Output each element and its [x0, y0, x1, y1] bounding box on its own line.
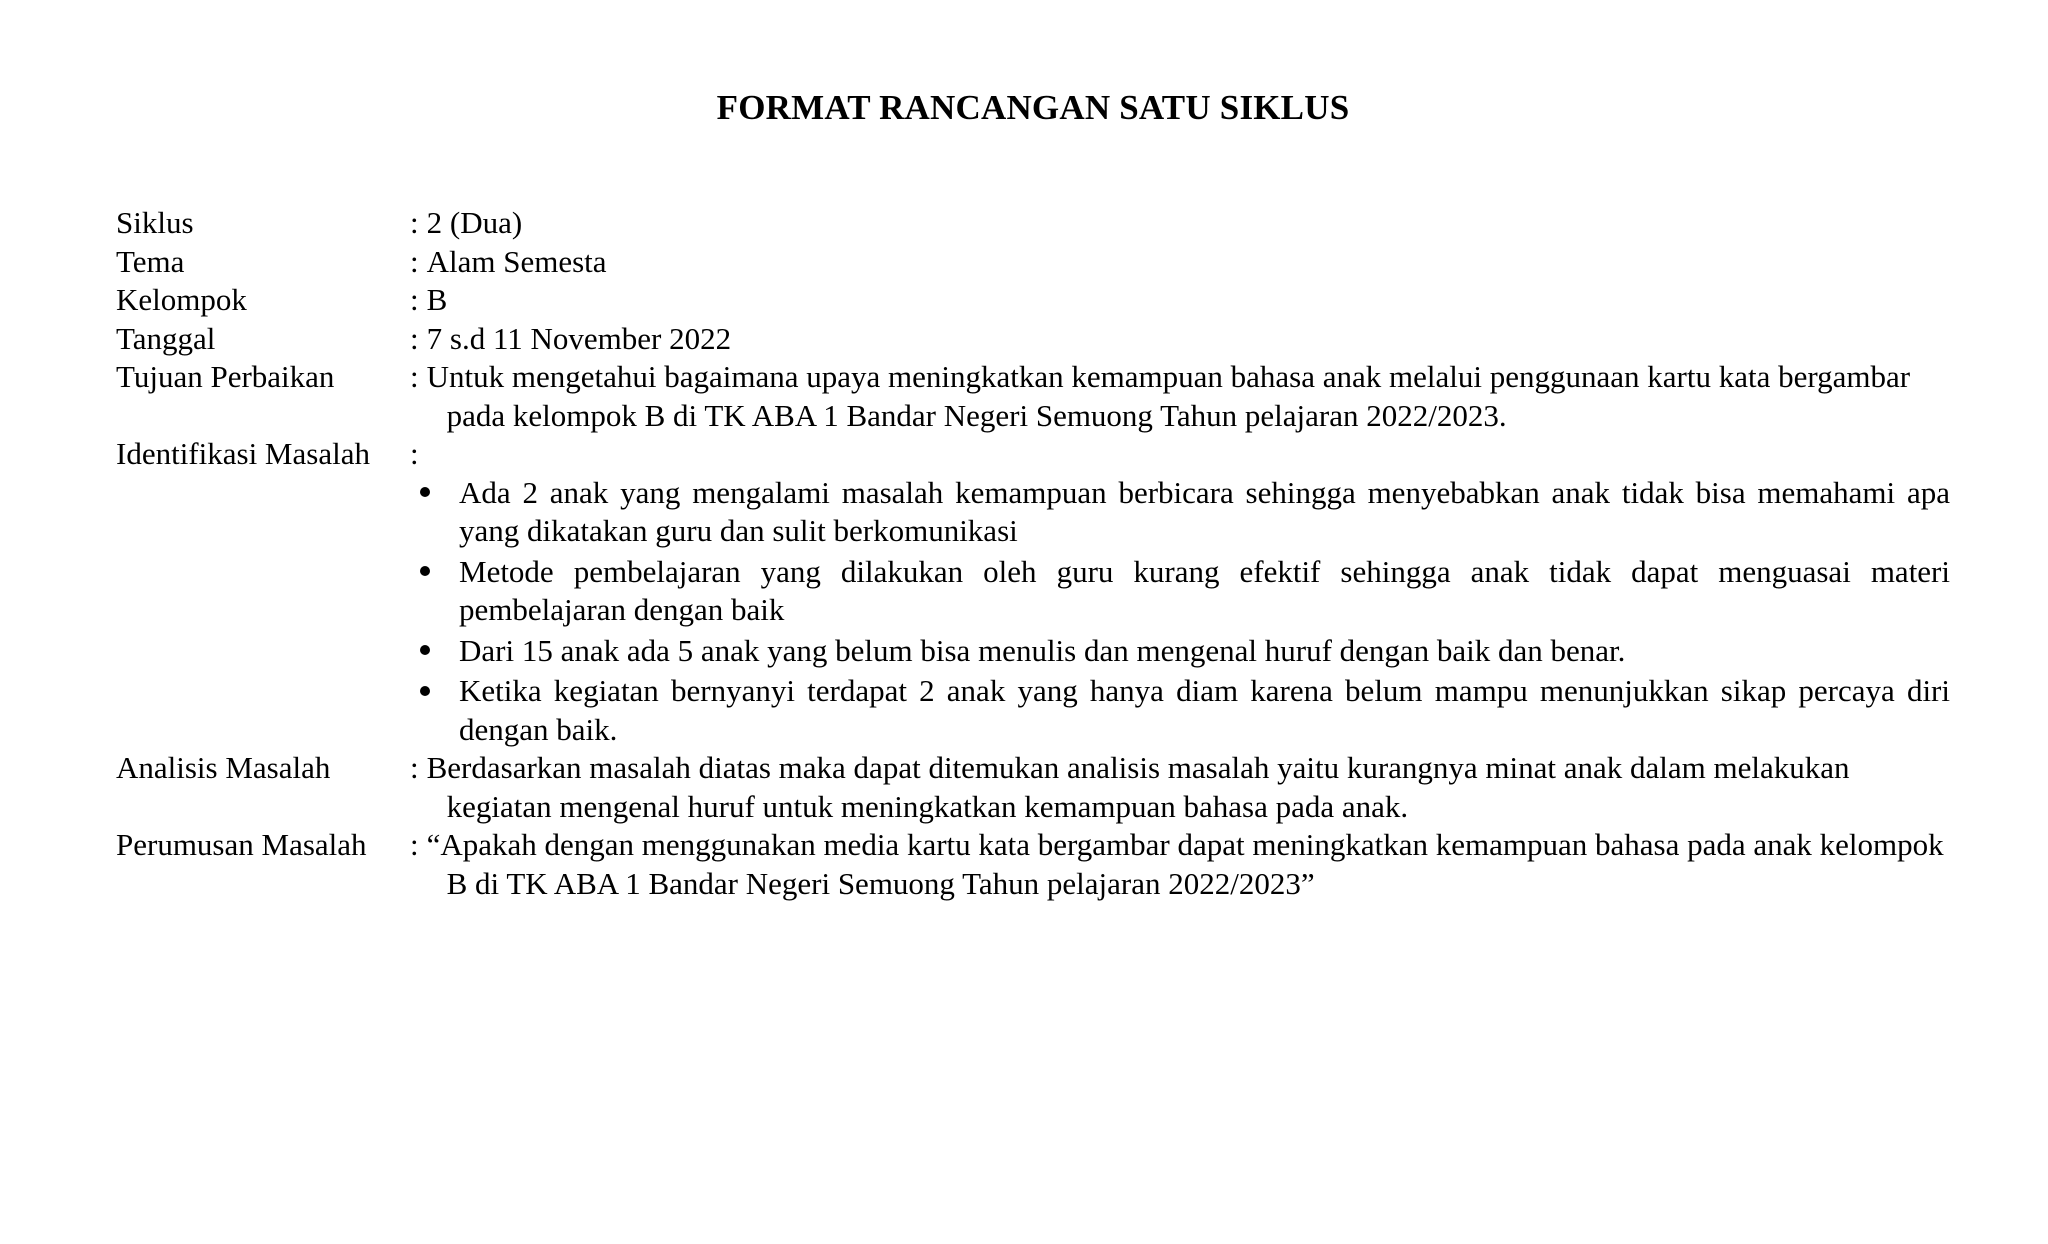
list-item-text: Ketika kegiatan bernyanyi terdapat 2 anak yang hanya diam karena belum mampu menunjukkan sikap percaya diri dengan baik. [459, 673, 1950, 747]
field-label-perumusan-masalah: Perumusan Masalah [116, 827, 367, 862]
list-item-text: Dari 15 anak ada 5 anak yang belum bisa menulis dan mengenal huruf dengan baik dan benar. [459, 632, 1626, 668]
list-item-text: Ada 2 anak yang mengalami masalah kemampuan berbicara sehingga menyebabkan anak tidak bisa memahami apa yang dikatakan guru dan sulit berkomunikasi [459, 474, 1950, 548]
field-value-tanggal: 7 s.d 11 November 2022 [426, 320, 732, 356]
list-item [410, 672, 1950, 749]
list-item-text: Metode pembelajaran yang dilakukan oleh guru kurang efektif sehingga anak tidak dapat menguasai materi pembelajaran dengan baik [459, 553, 1950, 627]
field-row-analisis-masalah [116, 749, 1950, 826]
field-colon: : [410, 750, 419, 785]
field-colon: : [410, 205, 419, 240]
list-item [410, 474, 1950, 551]
field-value-tema: Alam Semesta [426, 243, 607, 279]
field-colon: : [410, 436, 419, 471]
bullet-icon [410, 553, 459, 592]
field-value-siklus: 2 (Dua) [426, 205, 523, 240]
field-value-tujuan-perbaikan: Untuk mengetahui bagaimana upaya meningkatkan kemampuan bahasa anak melalui penggunaan kartu kata bergambar pada kelompok B di TK ABA 1 Bandar Negeri Semuong Tahun pelajaran 2022/2023. [426, 359, 1911, 433]
field-row-tema [116, 243, 1950, 282]
field-label-identifikasi-masalah: Identifikasi Masalah [116, 436, 370, 471]
field-value-analisis-masalah: Berdasarkan masalah diatas maka dapat ditemukan analisis masalah yaitu kurangnya minat anak dalam melakukan kegiatan mengenal huruf untuk meningkatkan kemampuan bahasa pada anak. [426, 750, 1850, 824]
field-label-tujuan-perbaikan: Tujuan Perbaikan [116, 359, 335, 394]
field-row-kelompok [116, 281, 1950, 320]
bullet-icon [410, 672, 459, 711]
field-value-perumusan-masalah: “Apakah dengan menggunakan media kartu kata bergambar dapat meningkatkan kemampuan bahasa pada anak kelompok B di TK ABA 1 Bandar Negeri Semuong Tahun pelajaran 2022/2023” [426, 827, 1944, 901]
list-item [410, 632, 1950, 671]
field-colon: : [410, 243, 419, 279]
bullet-icon [410, 474, 459, 513]
bullet-icon [410, 632, 459, 671]
field-label-siklus: Siklus [116, 205, 194, 240]
field-colon: : [410, 320, 419, 356]
field-value-kelompok: B [426, 282, 448, 317]
field-row-siklus [116, 204, 1950, 243]
cycle-form-fields [116, 204, 1950, 903]
field-row-identifikasi-masalah [116, 435, 1950, 474]
list-item [410, 553, 1950, 630]
field-row-tujuan-perbaikan [116, 358, 1950, 435]
document-title: FORMAT RANCANGAN SATU SIKLUS [716, 88, 1350, 127]
field-label-tema: Tema [116, 243, 185, 279]
field-colon: : [410, 359, 419, 394]
field-row-tanggal [116, 320, 1950, 359]
field-colon: : [410, 827, 419, 862]
identifikasi-masalah-list [116, 474, 1950, 750]
field-label-tanggal: Tanggal [116, 320, 216, 356]
field-label-analisis-masalah: Analisis Masalah [116, 750, 331, 785]
field-colon: : [410, 282, 419, 317]
field-row-perumusan-masalah [116, 826, 1950, 903]
field-label-kelompok: Kelompok [116, 282, 247, 317]
